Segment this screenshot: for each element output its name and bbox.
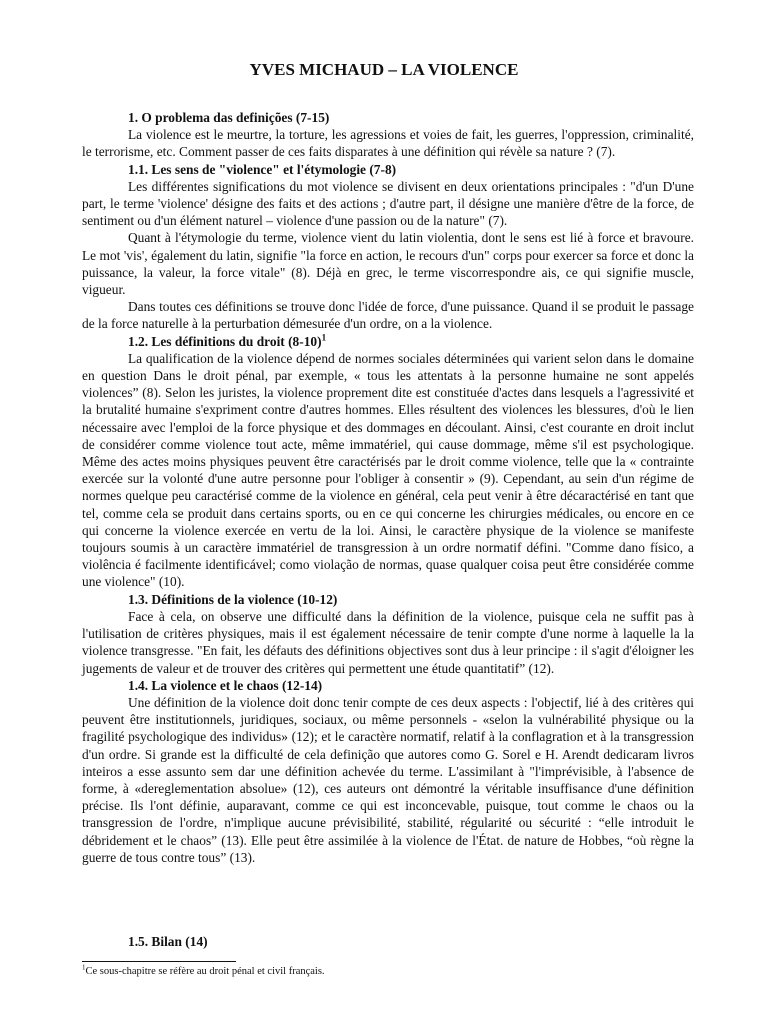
- section-1-2-paragraph: La qualification de la violence dépend de normes sociales déterminées qui varient selon dans le domaine en question Dans le droit pénal, par exemple, « tous les attentats à la personne humaine ne sont appelés violences” (8). Selon les juristes, la violence proprement dite est constituée d'actes dans lesquels a l'agressivité et la brutalité humaine s'expriment contre d'autres hommes. Elles résultent des violences les blessures, d'où le lien nécessaire avec l'emploi de la force physique et des dommages en découlant. Ainsi, c'est courante en droit inclut de considérer comme violence tout acte, même immatériel, qui cause dommage, même s'il est psychologique. Même des actes moins physiques peuvent être caractérisés par le droit comme violence, telle que la « contrainte exercée sur la volonté d'une autre personne pour l'obliger à consentir » (9). Cependant, au sein d'un régime de normes quelque peu caractérisé comme de la violence en général, cela peut venir à être décaractérisé en tant que tel, comme cela se produit dans certains sports, ou en ce qui concerne les chirurgies médicales, ou encore en ce qui concerne la violence exercée en vertu de la loi. Ainsi, le caractère physique de la violence se manifeste toujours soumis à un caractère immatériel de transgression à un ordre normatif défini. "Comme dano físico, a violência é facilmente identificável; como violação de normas, quase qualquer coisa peut être considérée comme une violence" (10).: [82, 350, 694, 590]
- section-1-2-heading-text: 1.2. Les définitions du droit (8-10): [128, 333, 322, 349]
- footnote: [82, 963, 325, 977]
- section-heading-1-1: 1.1. Les sens de "violence" et l'étymologie (7-8): [128, 161, 397, 177]
- footnote-marker: 1: [82, 963, 86, 972]
- document-title: YVES MICHAUD – LA VIOLENCE: [249, 60, 519, 79]
- section-1-1-paragraph-1: Les différentes significations du mot violence se divisent en deux orientations principales : "d'un D'une part, le terme 'violence' désigne des faits et des actions ; d'autre part, il désigne une manière d'être de la force, de sentiment ou d'un élément naturel – violence d'une passion ou de la nature" (7).: [82, 178, 694, 229]
- section-1-1-paragraph-3: Dans toutes ces définitions se trouve donc l'idée de force, d'une puissance. Quand il se produit le passage de la force naturelle à la perturbation démesurée d'un ordre, on a la violence.: [82, 299, 694, 332]
- section-1-3-paragraph: Face à cela, on observe une difficulté dans la définition de la violence, puisque cela ne suffit pas à l'utilisation de critères physiques, mais il est également nécessaire de tenir compte d'une norme à laquelle la la violence transgresse. "En fait, les défauts des définitions objectives sont dus à leur principe : il s'agit d'éloigner les jugements de valeur et de trouver des critères qui permettent une étude quantitatif” (12).: [82, 608, 694, 676]
- section-1-1-paragraph-2: Quant à l'étymologie du terme, violence vient du latin violentia, dont le sens est lié à force et bravoure. Le mot 'vis', également du latin, signifie "la force en action, le recours d'un" corps pour exercer sa force et donc la puissance, la valeur, la force vitale" (8). Déjà en grec, le terme viscorrespondre ais, ce qui signifie muscle, vigueur.: [82, 230, 694, 298]
- section-heading-1-3: 1.3. Définitions de la violence (10-12): [128, 591, 338, 607]
- section-1-4-paragraph: Une définition de la violence doit donc tenir compte de ces deux aspects : l'objectif, lié à des critères qui peuvent être institutionnels, juridiques, sociaux, ou même personnels - «selon la vulnérabilité physique ou la fragilité psychologique des individus» (12); et le caractère normatif, relatif à la conflagration et à la transgression d'un ordre. Si grande est la difficulté de cela definição que autores como G. Sorel e H. Arendt dedicaram livros inteiros a esse assunto sem dar une définition achevée du terme. L'assimilant à "l'imprévisible, à l'absence de forme, à «dereglementation absolue» (12), ces auteurs ont démontré la véritable insuffisance d'une définition précise. Ils l'ont définie, auparavant, comme ce qui est inconcevable, puisque, tout comme le chaos ou la transgression de l'ordre, n'implique aucune prévisibilité, stabilité, régularité ou sécurité : “elle introduit le débridement et le chaos” (13). Elle peut être assimilée à la violence de l'État. de nature de Hobbes, “où règne la guerre de tous contre tous” (13).: [82, 694, 694, 865]
- document-body: [82, 109, 694, 866]
- section-1-paragraph: La violence est le meurtre, la torture, les agressions et voies de fait, les guerres, l'oppression, criminalité, le terrorisme, etc. Comment passer de ces faits disparates à une définition qui révèle sa nature ? (7).: [82, 127, 694, 160]
- section-heading-1: 1. O problema das definições (7-15): [128, 110, 330, 125]
- footnote-text: Ce sous-chapitre se réfère au droit pénal et civil français.: [85, 966, 325, 977]
- section-heading-1-4: 1.4. La violence et le chaos (12-14): [128, 677, 323, 693]
- section-heading-1-5: 1.5. Bilan (14): [128, 934, 208, 949]
- footnote-reference: 1: [321, 332, 327, 343]
- section-heading-1-2: [82, 333, 694, 350]
- footnote-separator: [82, 961, 236, 962]
